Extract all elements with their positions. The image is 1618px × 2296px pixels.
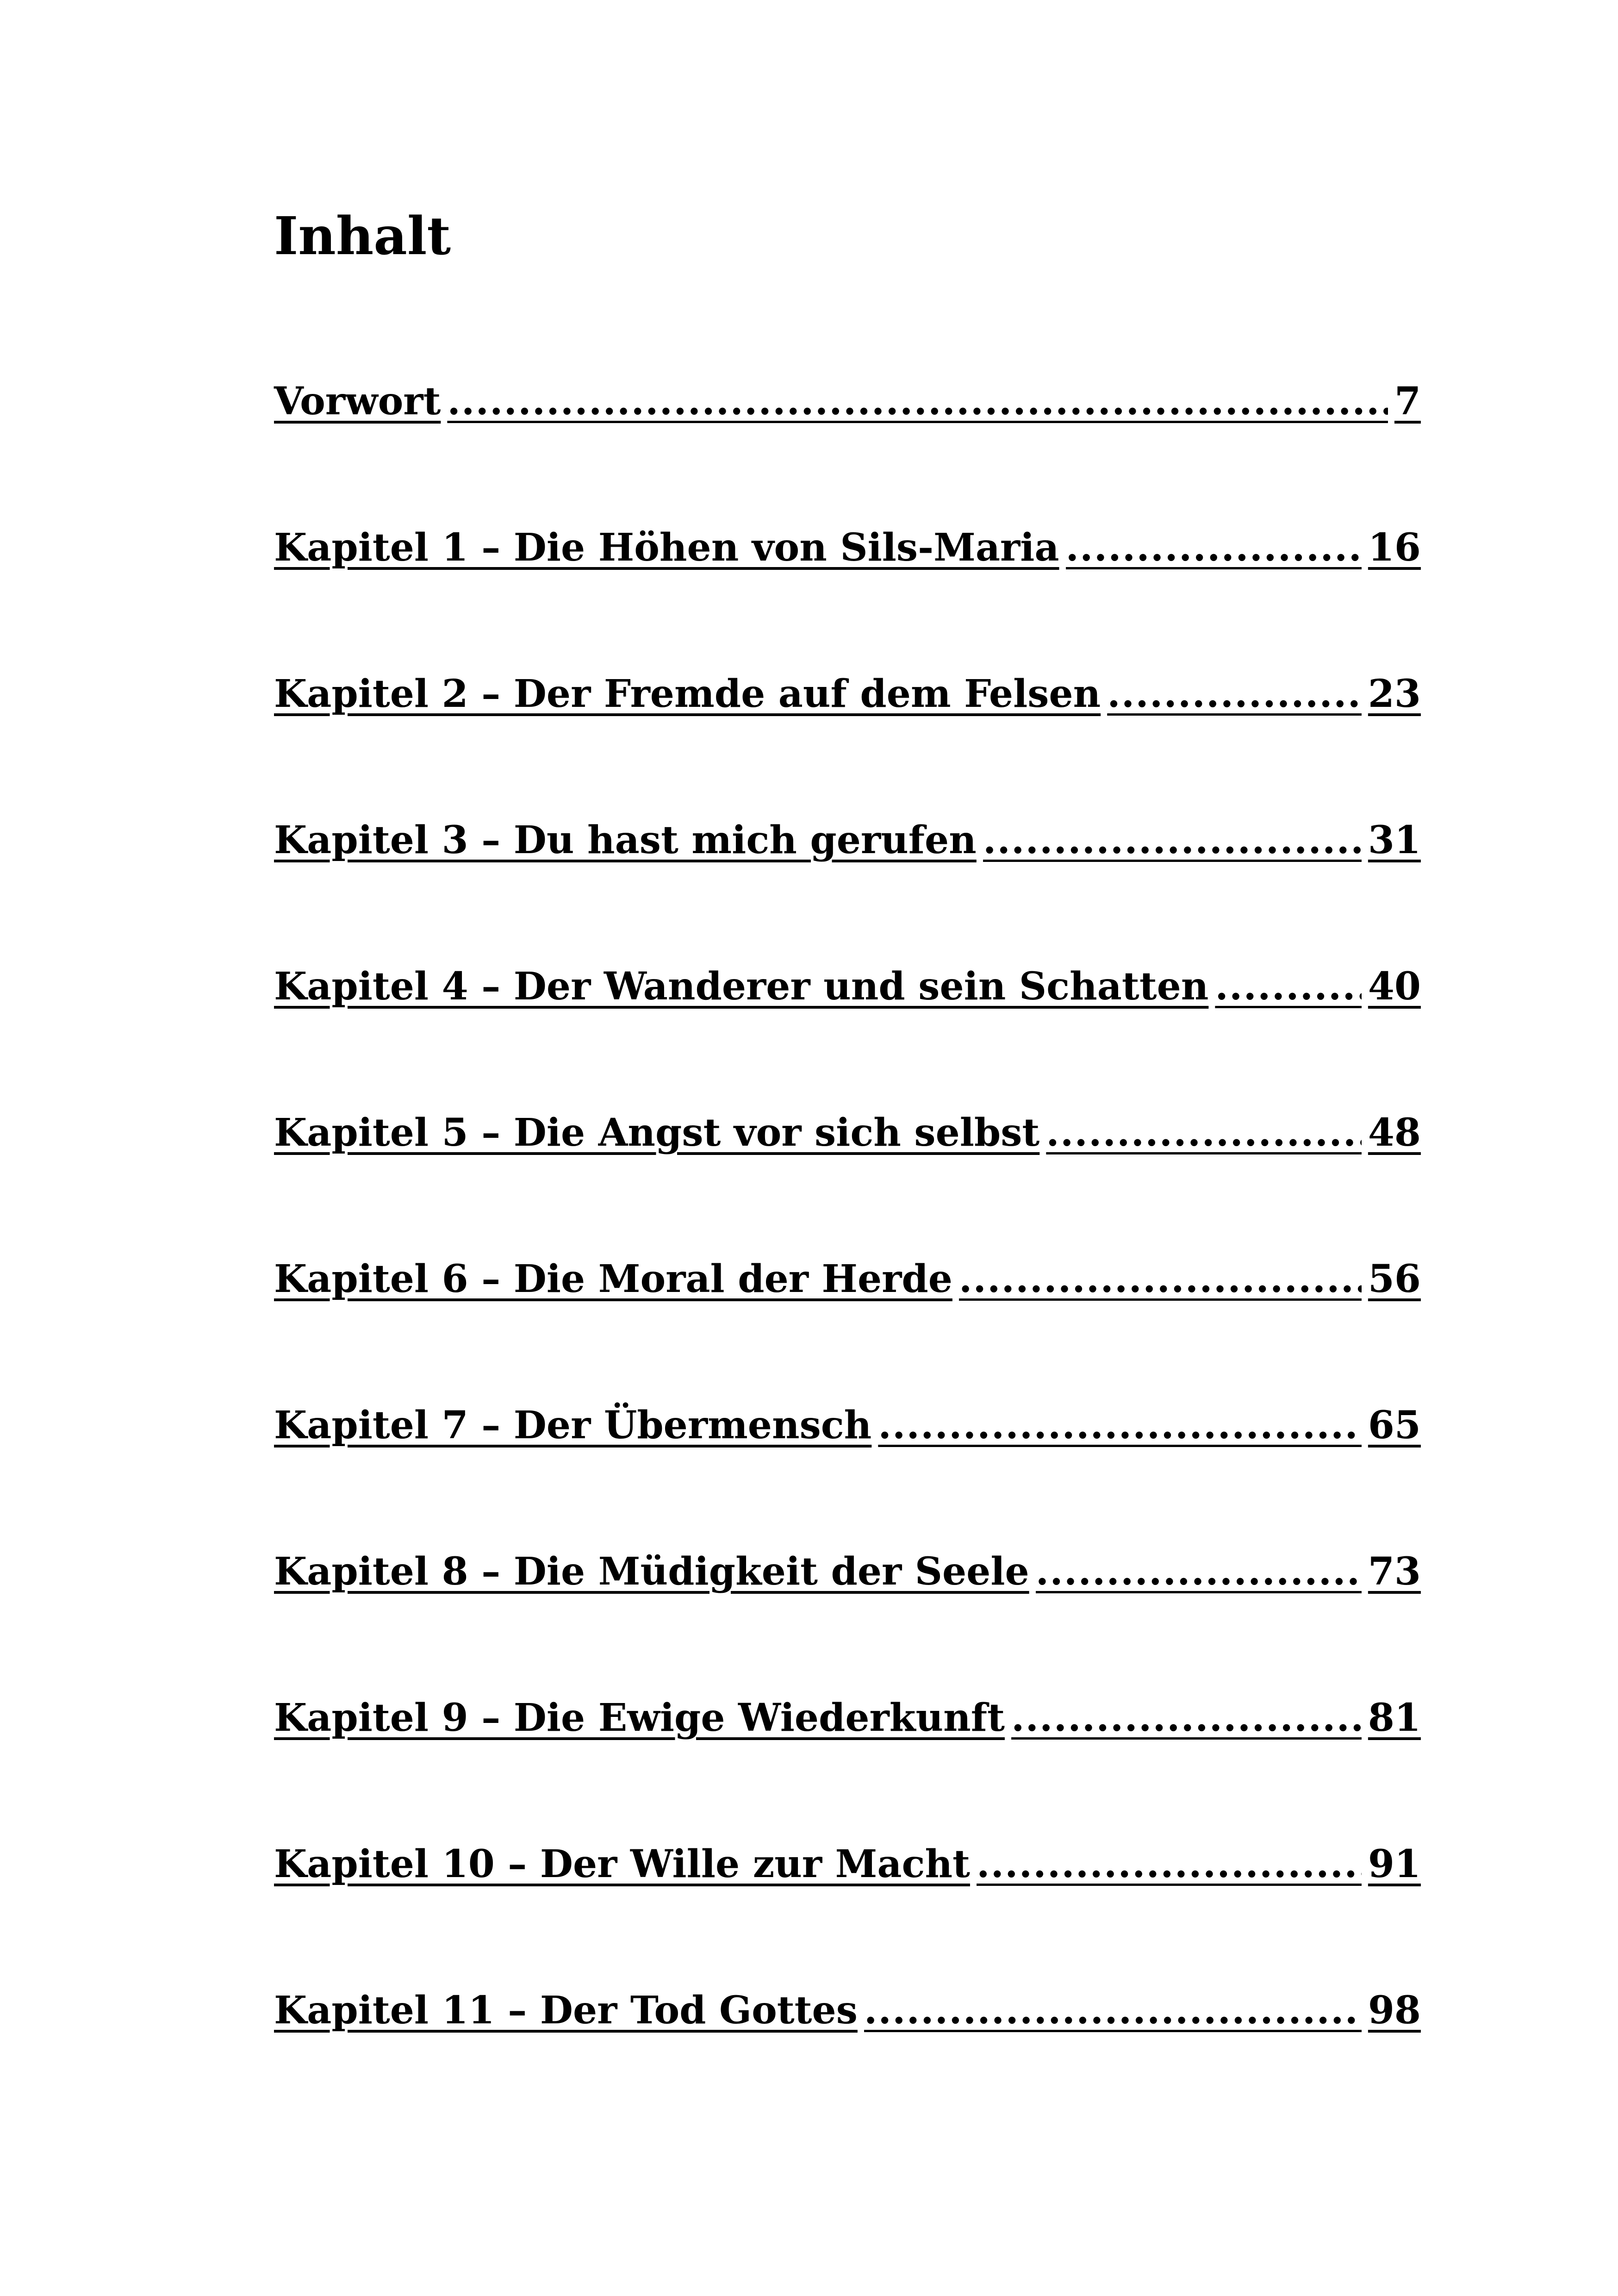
toc-entry-kapitel-3[interactable] [274,818,1421,965]
toc-entry-label: Kapitel 6 – Die Moral der Herde [274,1257,952,1301]
toc-entry-page-number: 31 [1368,818,1421,862]
dot-leader [977,1842,1362,1886]
toc-entry-kapitel-4[interactable] [274,965,1421,1111]
toc-entry-kapitel-9[interactable] [274,1696,1421,1842]
toc-entry-label: Kapitel 2 – Der Fremde auf dem Felsen [274,672,1101,716]
dot-leader [1107,672,1362,716]
dot-leader [447,380,1388,423]
dot-leader [959,1257,1362,1301]
toc-entry-label: Vorwort [274,379,441,424]
dot-leader [1215,965,1362,1008]
page-title: Inhalt [274,206,451,267]
dot-leader [983,818,1362,862]
toc-entry-kapitel-5[interactable] [274,1111,1421,1257]
toc-entry-label: Kapitel 1 – Die Höhen von Sils-Maria [274,525,1059,570]
toc-entry-page-number: 16 [1368,525,1421,570]
toc-entry-page-number: 23 [1368,672,1421,716]
toc-entry-page-number: 40 [1368,964,1421,1009]
toc-entry-kapitel-10[interactable] [274,1842,1421,1989]
toc-entry-page-number: 81 [1368,1696,1421,1740]
toc-entry-page-number: 56 [1368,1257,1421,1301]
toc-entry-kapitel-6[interactable] [274,1257,1421,1404]
toc-entry-kapitel-8[interactable] [274,1550,1421,1696]
toc-entry-vorwort[interactable] [274,380,1421,526]
toc-entry-page-number: 48 [1368,1111,1421,1155]
toc-entry-label: Kapitel 10 – Der Wille zur Macht [274,1842,970,1886]
dot-leader [1011,1696,1362,1740]
toc-entry-page-number: 73 [1368,1549,1421,1594]
toc-entry-kapitel-11[interactable] [274,1989,1421,2135]
toc-entry-label: Kapitel 8 – Die Müdigkeit der Seele [274,1549,1029,1594]
table-of-contents [274,380,1421,2135]
toc-entry-page-number: 98 [1368,1988,1421,2033]
toc-entry-kapitel-1[interactable] [274,526,1421,672]
dot-leader [1036,1550,1362,1593]
toc-entry-label: Kapitel 4 – Der Wanderer und sein Schatten [274,964,1209,1009]
toc-entry-kapitel-7[interactable] [274,1404,1421,1550]
dot-leader [1046,1111,1362,1154]
toc-entry-page-number: 7 [1394,379,1421,424]
dot-leader [878,1404,1362,1447]
toc-entry-label: Kapitel 7 – Der Übermensch [274,1403,872,1447]
toc-entry-label: Kapitel 9 – Die Ewige Wiederkunft [274,1696,1005,1740]
toc-entry-label: Kapitel 3 – Du hast mich gerufen [274,818,977,862]
toc-entry-page-number: 65 [1368,1403,1421,1447]
toc-entry-label: Kapitel 11 – Der Tod Gottes [274,1988,858,2033]
toc-entry-label: Kapitel 5 – Die Angst vor sich selbst [274,1111,1040,1155]
toc-entry-page-number: 91 [1368,1842,1421,1886]
toc-entry-kapitel-2[interactable] [274,672,1421,818]
dot-leader [864,1989,1362,2032]
dot-leader [1066,526,1362,569]
